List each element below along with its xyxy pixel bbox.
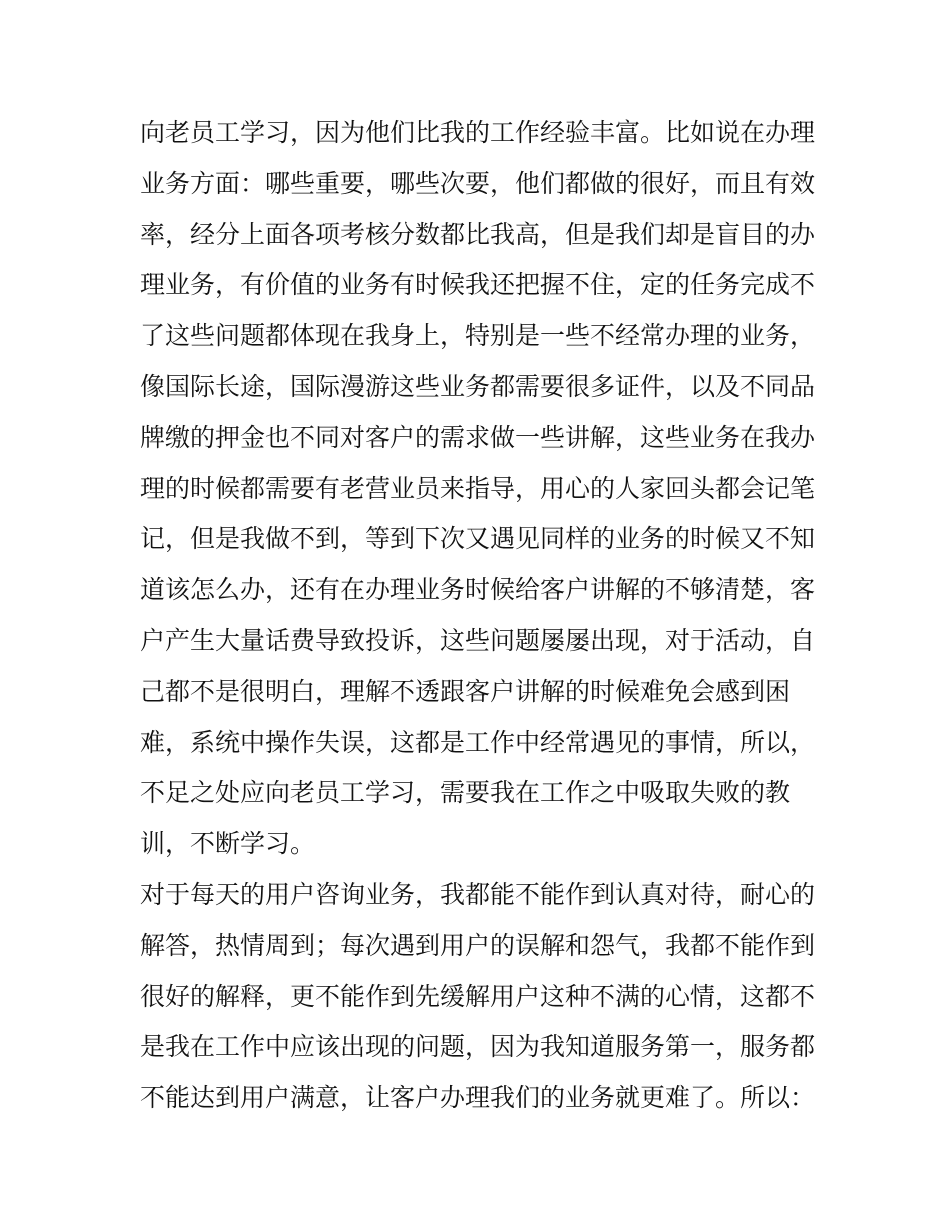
text-line: 不足之处应向老员工学习，需要我在工作之中吸取失败的教 (140, 778, 791, 808)
text-line: 很好的解释，更不能作到先缓解用户这种不满的心情，这都不 (140, 981, 816, 1011)
text-line: 理的时候都需要有老营业员来指导，用心的人家回头都会记笔 (140, 473, 816, 503)
text-line: 率，经分上面各项考核分数都比我高，但是我们却是盲目的办 (140, 219, 816, 249)
text-line: 记，但是我做不到，等到下次又遇见同样的业务的时候又不知 (140, 524, 816, 554)
text-line: 己都不是很明白，理解不透跟客户讲解的时候难免会感到困 (140, 676, 791, 706)
text-line: 道该怎么办，还有在办理业务时候给客户讲解的不够清楚，客 (140, 575, 816, 605)
text-line: 不能达到用户满意，让客户办理我们的业务就更难了。所以： (140, 1083, 816, 1113)
text-line: 户产生大量话费导致投诉，这些问题屡屡出现，对于活动，自 (140, 625, 816, 655)
text-line: 牌缴的押金也不同对客户的需求做一些讲解，这些业务在我办 (140, 422, 816, 452)
body-text (140, 108, 820, 1124)
text-line: 解答，热情周到；每次遇到用户的误解和怨气，我都不能作到 (140, 930, 816, 960)
text-line: 向老员工学习，因为他们比我的工作经验丰富。比如说在办理 (140, 118, 816, 147)
text-line: 是我在工作中应该出现的问题，因为我知道服务第一，服务都 (140, 1032, 816, 1062)
text-line: 像国际长途，国际漫游这些业务都需要很多证件，以及不同品 (140, 371, 816, 401)
text-line: 业务方面：哪些重要，哪些次要，他们都做的很好，而且有效 (140, 168, 816, 198)
text-line: 理业务，有价值的业务有时候我还把握不住，定的任务完成不 (140, 270, 816, 300)
text-line: 训，不断学习。 (140, 829, 316, 859)
text-line: 难，系统中操作失误，这都是工作中经常遇见的事情，所以， (140, 727, 816, 757)
text-line: 了这些问题都体现在我身上，特别是一些不经常办理的业务， (140, 321, 816, 351)
text-line: 对于每天的用户咨询业务，我都能不能作到认真对待，耐心的 (140, 879, 816, 909)
